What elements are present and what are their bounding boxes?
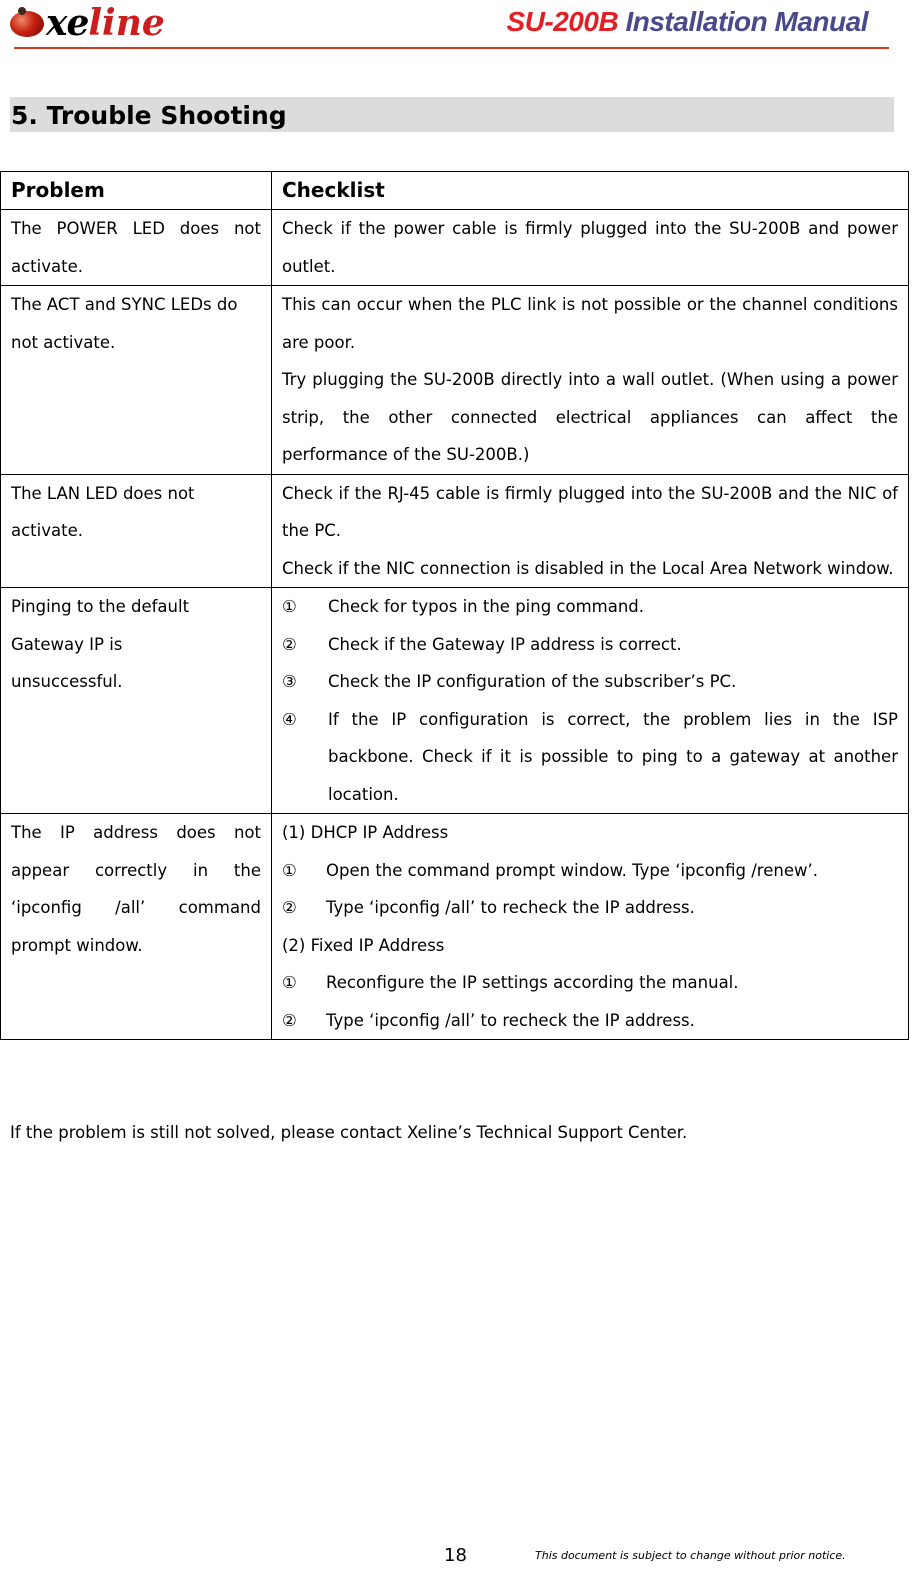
group-title: (2) Fixed IP Address bbox=[282, 935, 445, 955]
item-number: ④ bbox=[282, 709, 297, 729]
table-row bbox=[1, 474, 909, 588]
section-title: 5. Trouble Shooting bbox=[10, 97, 894, 132]
table-row bbox=[1, 814, 909, 1040]
problem-cell: Pinging to the default Gateway IP is unsuccessful. bbox=[1, 588, 272, 814]
item-number: ② bbox=[282, 1010, 297, 1030]
checklist-cell bbox=[272, 588, 909, 814]
xeline-logo bbox=[10, 2, 165, 44]
title-rest: Installation Manual bbox=[618, 6, 868, 37]
list-item bbox=[282, 588, 898, 626]
checklist-cell bbox=[272, 814, 909, 1040]
check-text: Check if the RJ-45 cable is firmly plugged into the SU-200B and the NIC of the PC. bbox=[282, 483, 898, 540]
item-text: Reconfigure the IP settings according the manual. bbox=[326, 973, 739, 992]
logo-wordmark: xeline bbox=[46, 1, 165, 44]
problem-cell: The IP address does not appear correctly in the ‘ipconfig /all’ command prompt window. bbox=[1, 814, 272, 1040]
header-problem: Problem bbox=[1, 172, 272, 210]
item-text: Type ‘ipconfig /all’ to recheck the IP address. bbox=[326, 1010, 695, 1030]
item-number: ③ bbox=[282, 672, 297, 691]
group-title: (1) DHCP IP Address bbox=[282, 823, 449, 842]
header-checklist: Checklist bbox=[272, 172, 909, 210]
item-number: ② bbox=[282, 634, 297, 654]
list-item bbox=[282, 889, 898, 927]
support-note: If the problem is still not solved, please contact Xeline’s Technical Support Center. bbox=[10, 1123, 688, 1142]
list-item bbox=[282, 663, 898, 701]
page-header bbox=[0, 0, 912, 52]
table-row bbox=[1, 210, 909, 286]
item-text: Open the command prompt window. Type ‘ipconfig /renew’. bbox=[326, 860, 818, 880]
page-number: 18 bbox=[444, 1545, 467, 1566]
checklist-cell bbox=[272, 210, 909, 286]
check-text: This can occur when the PLC link is not possible or the channel conditions are poor. bbox=[282, 295, 898, 352]
checklist-cell bbox=[272, 286, 909, 475]
troubleshooting-table bbox=[0, 171, 909, 1040]
item-text: If the IP configuration is correct, the problem lies in the ISP backbone. Check if it is possible to ping to a gateway at another location. bbox=[328, 709, 898, 804]
problem-cell: The POWER LED does not activate. bbox=[1, 210, 272, 286]
footer-disclaimer: This document is subject to change without prior notice. bbox=[535, 1549, 846, 1562]
logo-ball-icon bbox=[10, 11, 44, 37]
item-text: Check for typos in the ping command. bbox=[328, 597, 645, 616]
list-item bbox=[282, 701, 898, 814]
list-item bbox=[282, 1002, 898, 1040]
checklist-cell bbox=[272, 474, 909, 588]
table-row bbox=[1, 588, 909, 814]
header-divider bbox=[14, 47, 889, 49]
list-item bbox=[282, 852, 898, 890]
item-number: ② bbox=[282, 898, 297, 917]
table-header-row bbox=[1, 172, 909, 210]
table-row bbox=[1, 286, 909, 475]
check-text: Check if the power cable is firmly plugged into the SU-200B and power outlet. bbox=[282, 219, 898, 276]
check-text: Try plugging the SU-200B directly into a wall outlet. (When using a power strip, the other connected electrical appliances can affect the performance of the SU-200B.) bbox=[282, 370, 898, 464]
manual-title bbox=[507, 6, 868, 38]
problem-cell: The ACT and SYNC LEDs do not activate. bbox=[1, 286, 272, 475]
title-model: SU-200B bbox=[506, 6, 619, 37]
check-text: Check if the NIC connection is disabled in the Local Area Network window. bbox=[282, 558, 894, 578]
item-text: Check the IP configuration of the subscriber’s PC. bbox=[328, 672, 737, 691]
item-number: ① bbox=[282, 597, 297, 616]
list-item bbox=[282, 626, 898, 664]
item-number: ① bbox=[282, 860, 297, 880]
list-item bbox=[282, 964, 898, 1002]
item-text: Check if the Gateway IP address is correct. bbox=[328, 634, 682, 654]
item-text: Type ‘ipconfig /all’ to recheck the IP address. bbox=[326, 898, 695, 917]
item-number: ① bbox=[282, 973, 297, 992]
problem-cell: The LAN LED does not activate. bbox=[1, 474, 272, 588]
